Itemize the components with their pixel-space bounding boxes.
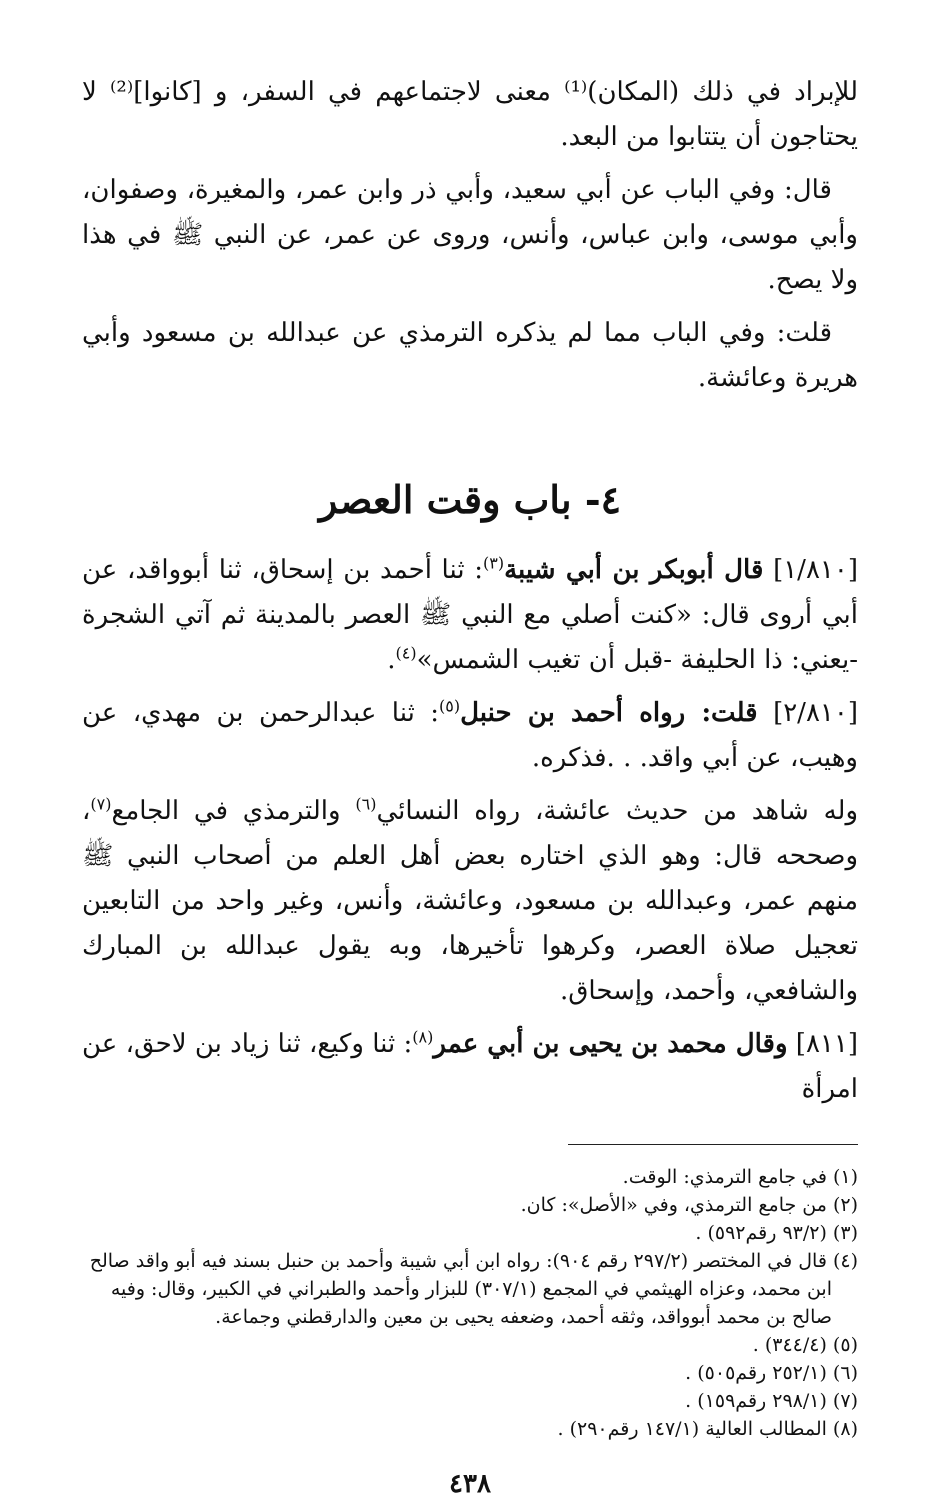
hadith-text: : ثنا وكيع، ثنا زياد بن لاحق، عن امرأة — [82, 1029, 858, 1104]
hadith-number: [٨١١] — [795, 1029, 858, 1059]
chapter-title: ٤- باب وقت العصر — [318, 477, 622, 522]
intro-paragraph-1: للإبراد في ذلك (المكان)⁽¹⁾ معنى لاجتماعهم في السفر، و [كانوا]⁽²⁾ لا يحتاجون أن يتتابوا من البعد. — [82, 77, 858, 152]
intro-paragraph-3: قلت: وفي الباب مما لم يذكره الترمذي عن عبدالله بن مسعود وأبي هريرة وعائشة. — [82, 318, 858, 393]
footnote-4-continued: صالح بن محمد أبوواقد، وثقه أحمد، وضعفه يحيى بن معين والدارقطني وجماعة. — [215, 1306, 832, 1328]
section-spacer — [82, 409, 858, 469]
hadith-text: : ثنا عبدالرحمن بن مهدي، عن وهيب، عن أبي واقد. . .فذكره. — [82, 698, 858, 773]
footnote-ref[interactable]: (٣) — [482, 553, 505, 573]
footnote-1: (١) في جامع الترمذي: الوقت. — [622, 1166, 858, 1188]
footnote-7: (٧) (٢٩٨/١ رقم١٥٩) . — [685, 1390, 858, 1412]
hadith-811 — [82, 1022, 858, 1112]
footnote-8: (٨) المطالب العالية (١٤٧/١ رقم٢٩٠) . — [557, 1418, 858, 1440]
shahid-text: وله شاهد من حديث عائشة، رواه النسائي — [376, 796, 858, 826]
shahid-text: والترمذي في الجامع — [111, 796, 356, 826]
footnote-4: (٤) قال في المختصر (٢٩٧/٢ رقم ٩٠٤): رواه ابن أبي شيبة وأحمد بن حنبل بسند فيه أبو واقد صالح — [89, 1250, 858, 1272]
hadith-810-2 — [82, 691, 858, 781]
footnote-4-continued: ابن محمد، وعزاه الهيثمي في المجمع (٣٠٧/١) للبزار وأحمد والطبراني في الكبير، وقال: وفيه — [110, 1278, 832, 1300]
hadith-narrator: قلت: رواه أحمد بن حنبل — [460, 698, 758, 728]
shahid-paragraph — [82, 789, 858, 1014]
hadith-text: : ثنا أحمد بن إسحاق، ثنا أبوواقد، عن أبي أروى قال: «كنت أصلي مع النبي ﷺ العصر بالمدينة ثم آتي الشجرة -يعني: ذا الحليفة -قبل أن تغيب الشمس» — [82, 555, 858, 675]
footnote-ref[interactable]: (٦) — [355, 794, 377, 814]
hadith-narrator: قال أبوبكر بن أبي شيبة — [504, 555, 764, 585]
page-number: ٤٣٨ — [449, 1469, 491, 1499]
footnote-ref[interactable]: (٨) — [412, 1027, 434, 1047]
footnote-5: (٥) (٣٤٤/٤) . — [752, 1334, 858, 1356]
hadith-number: [١/٨١٠] — [773, 555, 858, 585]
footnote-3: (٣) (٩٣/٢ رقم٥٩٢) . — [695, 1222, 858, 1244]
hadith-narrator: وقال محمد بن يحيى بن أبي عمر — [433, 1029, 788, 1059]
footnote-2: (٢) من جامع الترمذي، وفي «الأصل»: كان. — [520, 1194, 858, 1216]
footnotes — [82, 1163, 858, 1443]
footnote-ref[interactable]: (٧) — [90, 794, 112, 814]
footnote-6: (٦) (٢٥٢/١ رقم٥٠٥) . — [685, 1362, 858, 1384]
footnote-ref[interactable]: (٥) — [439, 696, 461, 716]
footnote-divider — [568, 1144, 858, 1145]
hadith-810-1: [١/٨١٠] قال أبوبكر بن أبي شيبة$^{(٣)}$: ثنا أحمد بن إسحاق، ثنا أبوواقد، عن أبي أروى قال: «كنت أصلي مع النبي ﷺ العصر بالمدينة ثم آتي الشجرة -يعني: ذا الحليفة -قبل أن تغيب الشمس»$^{(٤)}$. — [82, 553, 858, 675]
intro-paragraph-2: قال: وفي الباب عن أبي سعيد، وأبي ذر وابن عمر، والمغيرة، وصفوان، وأبي موسى، وابن عباس، وأنس، وروى عن عمر، عن النبي ﷺ في هذا ولا يصح. — [82, 175, 858, 295]
shahid-text: ، وصححه قال: وهو الذي اختاره بعض أهل العلم من أصحاب النبي ﷺ منهم عمر، وعبدالله بن مسعود، وعائشة، وأنس، وغير واحد من التابعين تعجيل صلاة العصر، وكرهوا تأخيرها، وبه يقول عبدالله بن المبارك والشافعي، وأحمد، وإسحاق. — [82, 796, 858, 1006]
footnote-ref[interactable]: (٤) — [395, 643, 417, 663]
hadith-number: [٢/٨١٠] — [773, 698, 858, 728]
